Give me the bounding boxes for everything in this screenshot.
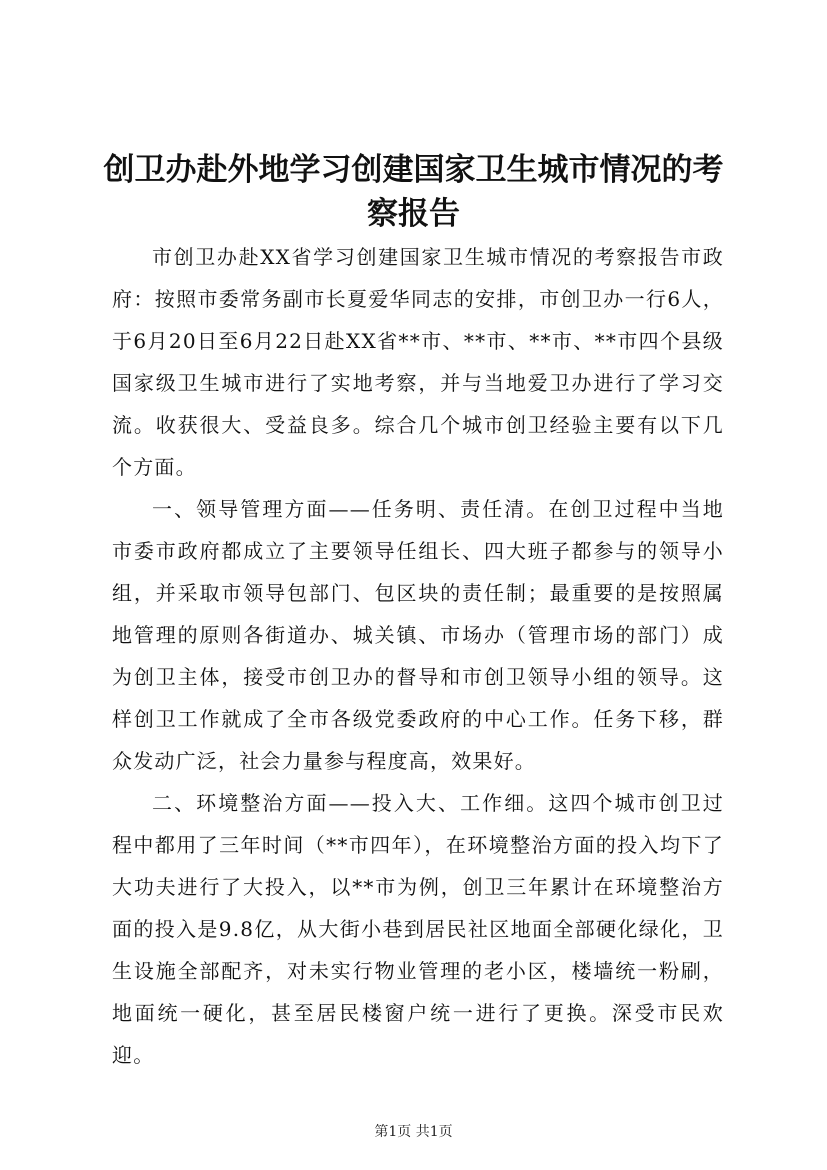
paragraph-environment: 二、环境整治方面——投入大、工作细。这四个城市创卫过程中都用了三年时间（**市四年），在环境整治方面的投入均下了大功夫进行了大投入，以**市为例，创卫三年累计在环境整治方面的投入是9.8亿，从大街小巷到居民社区地面全部硬化绿化，卫生设施全部配齐，对未实行物业管理的老小区，楼墙统一粉刷，地面统一硬化，甚至居民楼窗户统一进行了更换。深受市民欢迎。 <box>112 791 724 1067</box>
document-title: 创卫办赴外地学习创建国家卫生城市情况的考察报告 <box>103 152 724 232</box>
paragraph-intro: 市创卫办赴XX省学习创建国家卫生城市情况的考察报告市政府：按照市委常务副市长夏爱华同志的安排，市创卫办一行6人，于6月20日至6月22日赴XX省**市、**市、**市、**市四个县级国家级卫生城市进行了实地考察，并与当地爱卫办进行了学习交流。收获很大、受益良多。综合几个城市创卫经验主要有以下几个方面。 <box>112 245 724 479</box>
document-body <box>112 236 724 1076</box>
paragraph-leadership: 一、领导管理方面——任务明、责任清。在创卫过程中当地市委市政府都成立了主要领导任组长、四大班子都参与的领导小组，并采取市领导包部门、包区块的责任制；最重要的是按照属地管理的原则各街道办、城关镇、市场办（管理市场的部门）成为创卫主体，接受市创卫办的督导和市创卫领导小组的领导。这样创卫工作就成了全市各级党委政府的中心工作。任务下移，群众发动广泛，社会力量参与程度高，效果好。 <box>112 497 724 773</box>
page-number-footer: 第1页 共1页 <box>374 1124 453 1140</box>
